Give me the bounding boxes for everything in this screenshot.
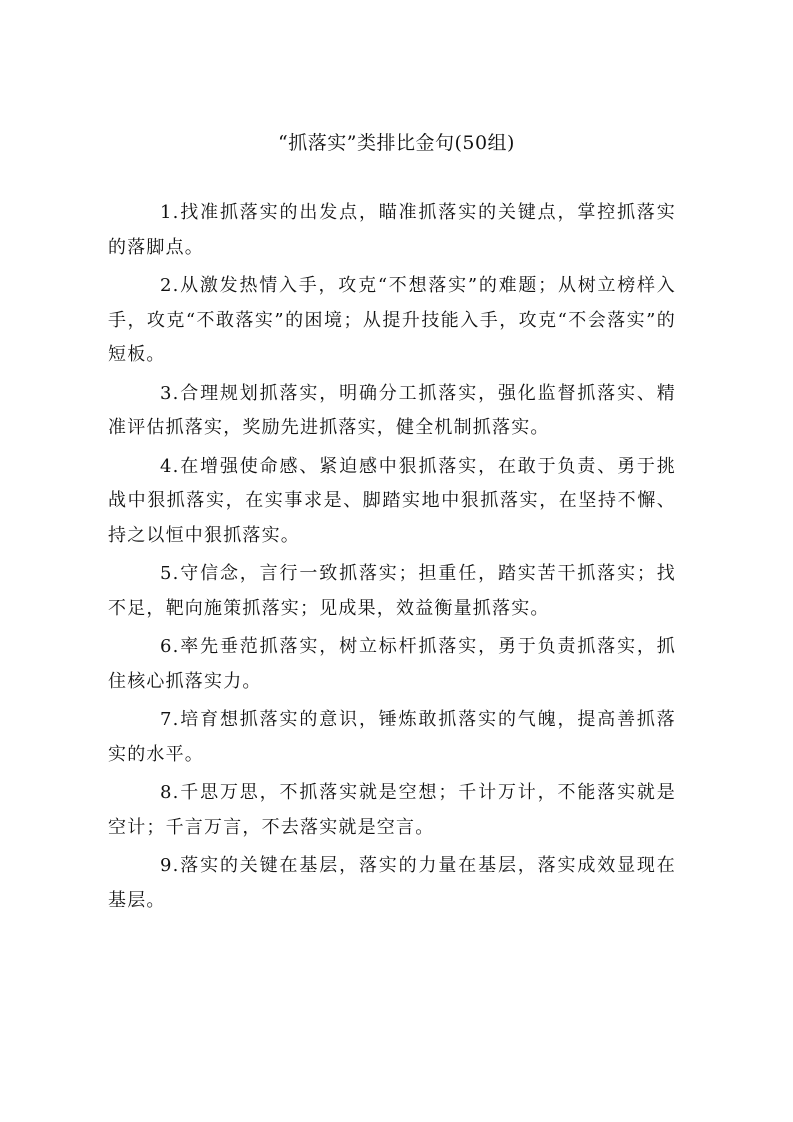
paragraph-6: 6.率先垂范抓落实，树立标杆抓落实，勇于负责抓落实，抓住核心抓落实力。 — [108, 636, 676, 692]
paragraph-8: 8.千思万思，不抓落实就是空想；千计万计，不能落实就是空计；千言万言，不去落实就是空言。 — [108, 782, 676, 838]
paragraph-7: 7.培育想抓落实的意识，锤炼敢抓落实的气魄，提高善抓落实的水平。 — [108, 709, 676, 765]
paragraph-4: 4.在增强使命感、紧迫感中狠抓落实，在敢于负责、勇于挑战中狠抓落实，在实事求是、脚踏实地中狠抓落实，在坚持不懈、持之以恒中狠抓落实。 — [108, 455, 676, 546]
paragraph-1: 1.找准抓落实的出发点，瞄准抓落实的关键点，掌控抓落实的落脚点。 — [108, 202, 676, 258]
document-body — [108, 196, 676, 922]
paragraph-5: 5.守信念，言行一致抓落实；担重任，踏实苦干抓落实；找不足，靶向施策抓落实；见成果，效益衡量抓落实。 — [108, 563, 676, 619]
document-title: “抓落实”类排比金句(50组) — [278, 132, 515, 154]
paragraph-3: 3.合理规划抓落实，明确分工抓落实，强化监督抓落实、精准评估抓落实，奖励先进抓落实，健全机制抓落实。 — [108, 382, 676, 438]
paragraph-2: 2.从激发热情入手，攻克“不想落实”的难题；从树立榜样入手，攻克“不敢落实”的困境；从提升技能入手，攻克“不会落实”的短板。 — [108, 275, 676, 365]
paragraph-9: 9.落实的关键在基层，落实的力量在基层，落实成效显现在基层。 — [108, 855, 676, 911]
